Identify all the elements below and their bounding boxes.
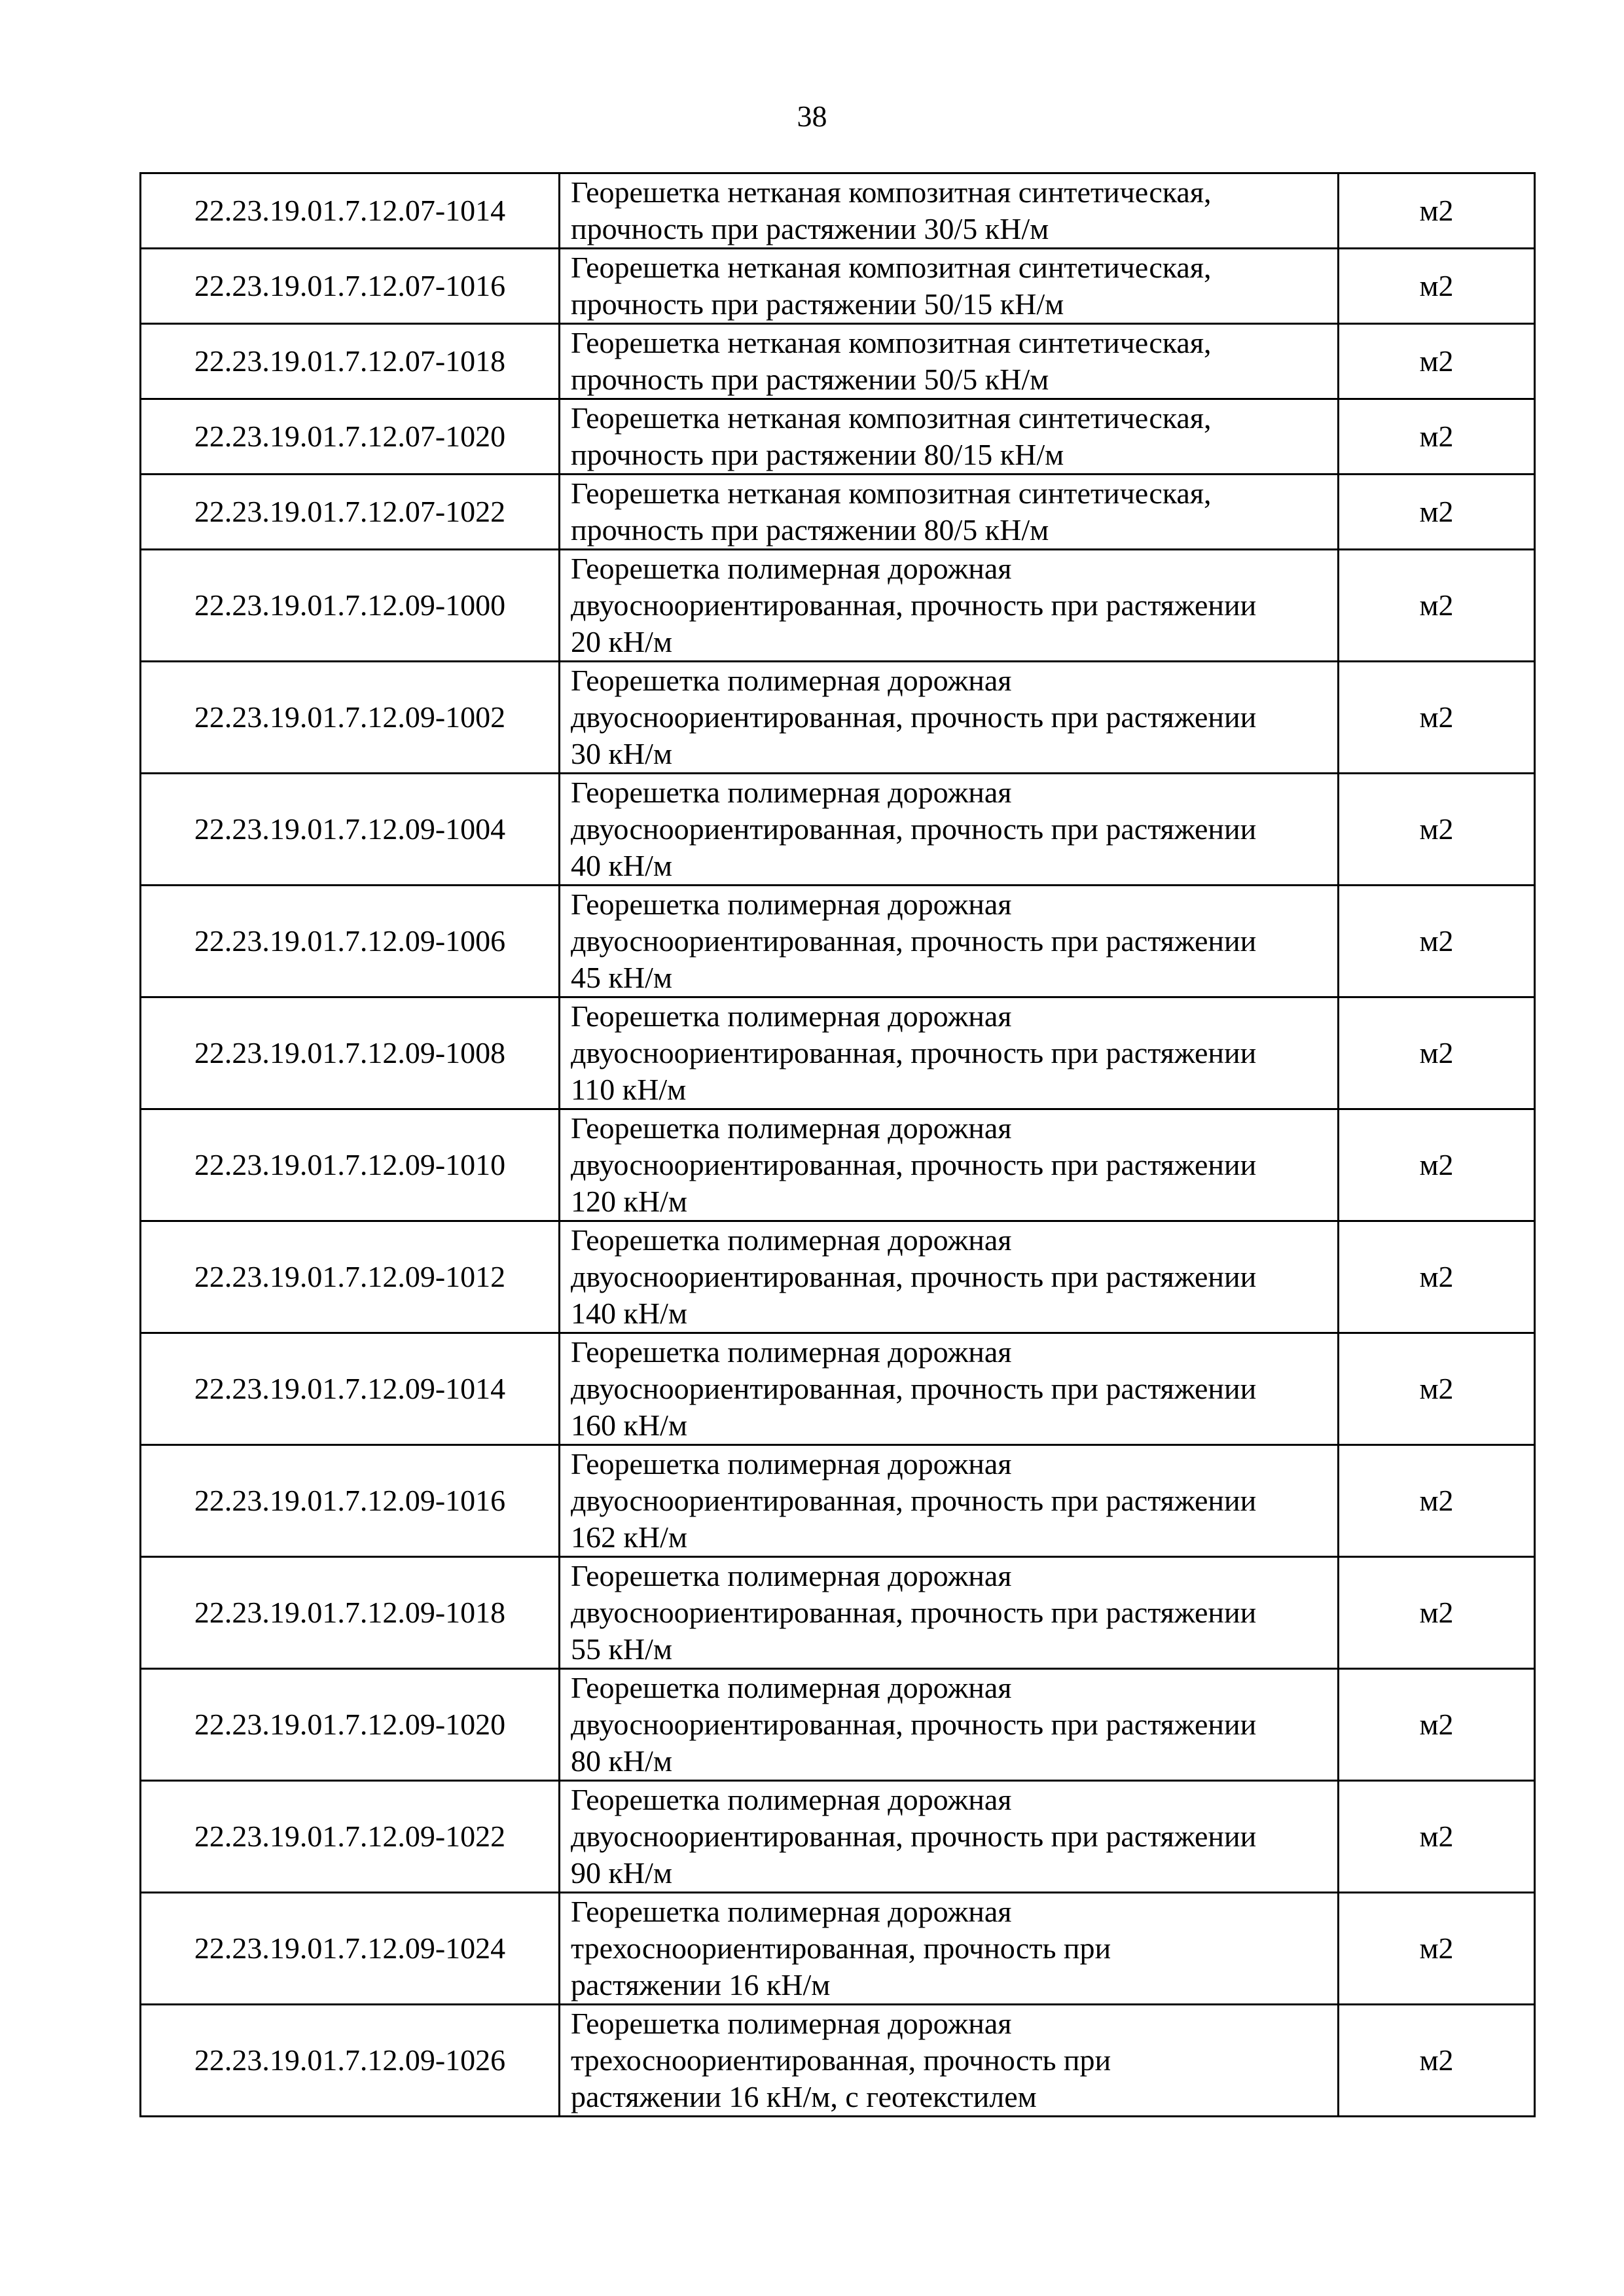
unit-cell: м2 [1339, 1109, 1535, 1221]
resource-code-cell: 22.23.19.01.7.12.09-1014 [141, 1333, 560, 1445]
resource-description-cell [560, 399, 1339, 475]
description-line: 110 кН/м [571, 1073, 687, 1106]
resource-description-cell [560, 173, 1339, 249]
description-line: растяжении 16 кН/м [571, 1968, 831, 2001]
unit-cell: м2 [1339, 1333, 1535, 1445]
unit-cell: м2 [1339, 1781, 1535, 1893]
table-row [141, 1445, 1535, 1557]
description-line: 45 кН/м [571, 961, 672, 994]
description-line: Георешетка полимерная дорожная [571, 1783, 1012, 1816]
unit-cell: м2 [1339, 324, 1535, 399]
description-line: Георешетка полимерная дорожная [571, 1335, 1012, 1369]
description-line: 30 кН/м [571, 737, 672, 770]
description-line: двуосноориентированная, прочность при растяжении [571, 924, 1257, 958]
unit-cell: м2 [1339, 399, 1535, 475]
resource-code-cell: 22.23.19.01.7.12.07-1022 [141, 475, 560, 550]
resource-description-cell [560, 1333, 1339, 1445]
description-line: двуосноориентированная, прочность при растяжении [571, 1596, 1257, 1629]
description-line: Георешетка полимерная дорожная [571, 1223, 1012, 1257]
description-line: двуосноориентированная, прочность при растяжении [571, 1708, 1257, 1741]
resource-code-cell: 22.23.19.01.7.12.07-1018 [141, 324, 560, 399]
resource-description-cell [560, 2005, 1339, 2117]
description-line: Георешетка полимерная дорожная [571, 1895, 1012, 1928]
table-row [141, 1109, 1535, 1221]
resource-description-cell [560, 475, 1339, 550]
resource-code-cell: 22.23.19.01.7.12.09-1000 [141, 550, 560, 662]
unit-cell: м2 [1339, 249, 1535, 324]
description-line: Георешетка полимерная дорожная [571, 1447, 1012, 1480]
resource-description-cell [560, 886, 1339, 997]
resource-code-cell: 22.23.19.01.7.12.07-1020 [141, 399, 560, 475]
description-line: Георешетка полимерная дорожная [571, 776, 1012, 809]
description-line: прочность при растяжении 50/15 кН/м [571, 287, 1064, 321]
table-row [141, 1333, 1535, 1445]
resource-code-cell: 22.23.19.01.7.12.09-1002 [141, 662, 560, 774]
resource-code-cell: 22.23.19.01.7.12.09-1018 [141, 1557, 560, 1669]
unit-cell: м2 [1339, 1557, 1535, 1669]
resource-code-cell: 22.23.19.01.7.12.09-1022 [141, 1781, 560, 1893]
unit-cell: м2 [1339, 2005, 1535, 2117]
unit-cell: м2 [1339, 475, 1535, 550]
unit-cell: м2 [1339, 1221, 1535, 1333]
resource-description-cell [560, 1669, 1339, 1781]
description-line: двуосноориентированная, прочность при растяжении [571, 1372, 1257, 1405]
description-line: трехосноориентированная, прочность при [571, 1931, 1111, 1965]
description-line: Георешетка полимерная дорожная [571, 999, 1012, 1033]
resource-description-cell [560, 249, 1339, 324]
description-line: 90 кН/м [571, 1856, 672, 1890]
description-line: Георешетка полимерная дорожная [571, 888, 1012, 921]
resource-code-cell: 22.23.19.01.7.12.09-1024 [141, 1893, 560, 2005]
description-line: Георешетка нетканая композитная синтетическая, [571, 251, 1212, 284]
resource-code-cell: 22.23.19.01.7.12.09-1016 [141, 1445, 560, 1557]
table-body [141, 173, 1535, 2117]
description-line: двуосноориентированная, прочность при растяжении [571, 700, 1257, 734]
description-line: двуосноориентированная, прочность при растяжении [571, 1820, 1257, 1853]
description-line: растяжении 16 кН/м, с геотекстилем [571, 2080, 1037, 2113]
description-line: прочность при растяжении 30/5 кН/м [571, 212, 1049, 245]
description-line: Георешетка полимерная дорожная [571, 664, 1012, 697]
resource-code-cell: 22.23.19.01.7.12.09-1004 [141, 774, 560, 886]
description-line: 20 кН/м [571, 625, 672, 658]
table-row [141, 249, 1535, 324]
description-line: двуосноориентированная, прочность при растяжении [571, 1484, 1257, 1517]
resource-code-cell: 22.23.19.01.7.12.09-1012 [141, 1221, 560, 1333]
resource-description-cell [560, 1445, 1339, 1557]
resource-description-cell [560, 1781, 1339, 1893]
description-line: прочность при растяжении 80/15 кН/м [571, 438, 1064, 471]
description-line: 120 кН/м [571, 1185, 687, 1218]
table-row [141, 173, 1535, 249]
description-line: 55 кН/м [571, 1632, 672, 1666]
unit-cell: м2 [1339, 550, 1535, 662]
description-line: Георешетка нетканая композитная синтетическая, [571, 326, 1212, 359]
resource-description-cell [560, 324, 1339, 399]
description-line: Георешетка полимерная дорожная [571, 2007, 1012, 2040]
unit-cell: м2 [1339, 662, 1535, 774]
unit-cell: м2 [1339, 173, 1535, 249]
resource-description-cell [560, 1893, 1339, 2005]
resource-code-cell: 22.23.19.01.7.12.09-1006 [141, 886, 560, 997]
description-line: трехосноориентированная, прочность при [571, 2043, 1111, 2077]
resource-code-cell: 22.23.19.01.7.12.09-1008 [141, 997, 560, 1109]
table-row [141, 1669, 1535, 1781]
description-line: 80 кН/м [571, 1744, 672, 1778]
description-line: 160 кН/м [571, 1408, 687, 1442]
unit-cell: м2 [1339, 1669, 1535, 1781]
table-row [141, 550, 1535, 662]
resource-code-cell: 22.23.19.01.7.12.09-1026 [141, 2005, 560, 2117]
table-row [141, 1893, 1535, 2005]
resource-code-cell: 22.23.19.01.7.12.07-1016 [141, 249, 560, 324]
unit-cell: м2 [1339, 774, 1535, 886]
unit-cell: м2 [1339, 886, 1535, 997]
resource-code-cell: 22.23.19.01.7.12.07-1014 [141, 173, 560, 249]
description-line: 140 кН/м [571, 1297, 687, 1330]
description-line: Георешетка нетканая композитная синтетическая, [571, 175, 1212, 209]
table-row [141, 2005, 1535, 2117]
table-row [141, 997, 1535, 1109]
description-line: Георешетка нетканая композитная синтетическая, [571, 401, 1212, 435]
resource-code-cell: 22.23.19.01.7.12.09-1020 [141, 1669, 560, 1781]
resource-description-cell [560, 774, 1339, 886]
unit-cell: м2 [1339, 997, 1535, 1109]
table-row [141, 662, 1535, 774]
unit-cell: м2 [1339, 1445, 1535, 1557]
table-row [141, 1781, 1535, 1893]
resource-code-cell: 22.23.19.01.7.12.09-1010 [141, 1109, 560, 1221]
description-line: прочность при растяжении 80/5 кН/м [571, 513, 1049, 547]
resource-table [139, 172, 1536, 2117]
description-line: Георешетка нетканая композитная синтетическая, [571, 476, 1212, 510]
page-number: 38 [797, 99, 827, 133]
description-line: Георешетка полимерная дорожная [571, 1111, 1012, 1145]
description-line: двуосноориентированная, прочность при растяжении [571, 1148, 1257, 1181]
description-line: Георешетка полимерная дорожная [571, 1671, 1012, 1704]
resource-description-cell [560, 662, 1339, 774]
table-row [141, 475, 1535, 550]
table-row [141, 324, 1535, 399]
table-row [141, 1221, 1535, 1333]
table-row [141, 774, 1535, 886]
description-line: прочность при растяжении 50/5 кН/м [571, 363, 1049, 396]
unit-cell: м2 [1339, 1893, 1535, 2005]
resource-description-cell [560, 1221, 1339, 1333]
description-line: двуосноориентированная, прочность при растяжении [571, 812, 1257, 846]
table-row [141, 399, 1535, 475]
description-line: Георешетка полимерная дорожная [571, 552, 1012, 585]
table-row [141, 886, 1535, 997]
description-line: двуосноориентированная, прочность при растяжении [571, 1036, 1257, 1069]
resource-description-cell [560, 997, 1339, 1109]
resource-description-cell [560, 1557, 1339, 1669]
description-line: двуосноориентированная, прочность при растяжении [571, 1260, 1257, 1293]
description-line: двуосноориентированная, прочность при растяжении [571, 588, 1257, 622]
description-line: 162 кН/м [571, 1520, 687, 1554]
table-row [141, 1557, 1535, 1669]
resource-description-cell [560, 1109, 1339, 1221]
resource-description-cell [560, 550, 1339, 662]
description-line: 40 кН/м [571, 849, 672, 882]
description-line: Георешетка полимерная дорожная [571, 1559, 1012, 1592]
